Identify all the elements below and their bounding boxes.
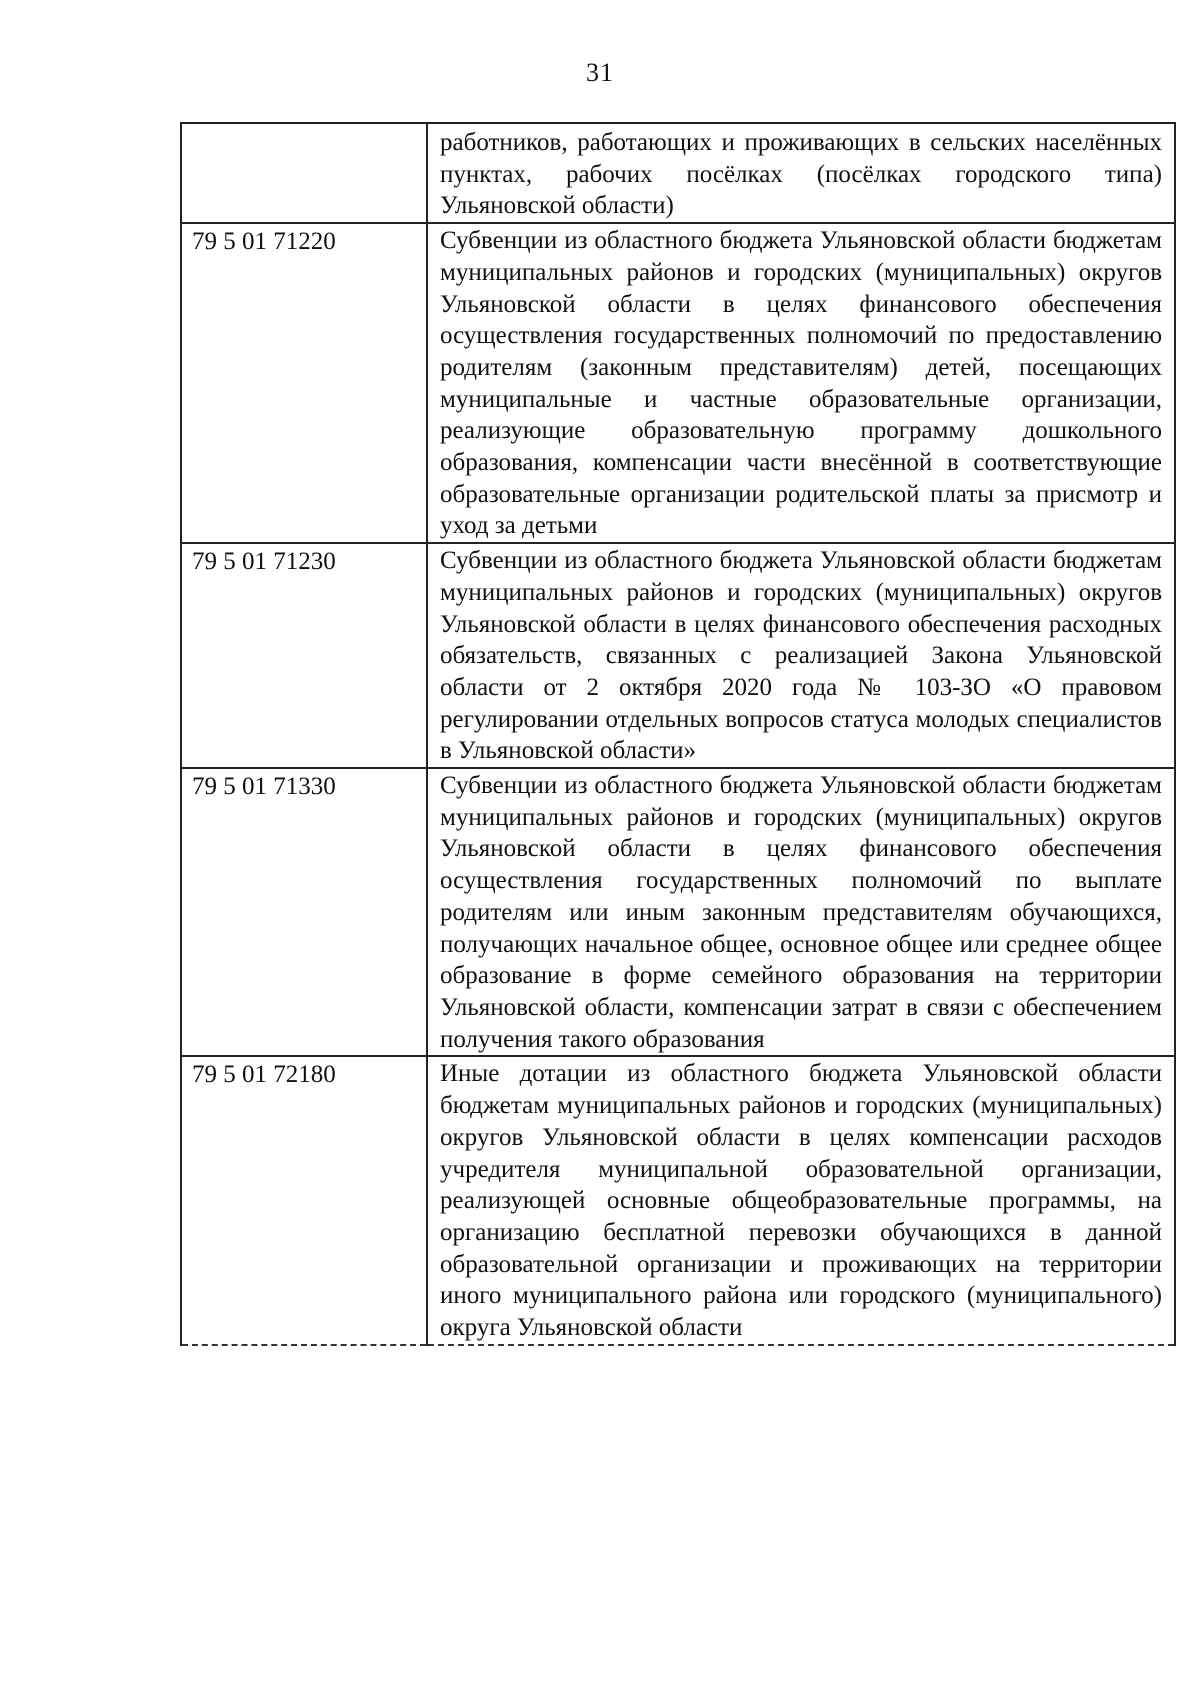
description-cell: Субвенции из областного бюджета Ульяновской области бюджетам муниципальных районов и городских (муниципальных) округов Ульяновской области в целях финансового обеспечения осуществления государственных полномочий по выплате родителям или иным законным представителям обучающихся, получающих начальное общее, основное общее или среднее общее образование в форме семейного образования на территории Ульяновской области, компенсации затрат в связи с обеспечением получения такого образования <box>427 768 1175 1056</box>
description-cell: Субвенции из областного бюджета Ульяновской области бюджетам муниципальных районов и городских (муниципальных) округов Ульяновской области в целях финансового обеспечения осуществления государственных полномочий по предоставлению родителям (законным представителям) детей, посещающих муниципальные и частные образовательные организации, реализующие образовательную программу дошкольного образования, компенсации части внесённой в соответствующие образовательные организации родительской платы за присмотр и уход за детьми <box>427 223 1175 543</box>
description-cell: Иные дотации из областного бюджета Ульяновской области бюджетам муниципальных районов и городских (муниципальных) округов Ульяновской области в целях компенсации расходов учредителя муниципальной образовательной организации, реализующей основные общеобразовательные программы, на организацию бесплатной перевозки обучающихся в данной образовательной организации и проживающих на территории иного муниципального района или городского (муниципального) округа Ульяновской области <box>427 1056 1175 1344</box>
table-row <box>181 223 1175 543</box>
description-cell: работников, работающих и проживающих в сельских населённых пунктах, рабочих посёлках (посёлках городского типа) Ульяновской области) <box>427 123 1175 223</box>
code-cell: 79 5 01 72180 <box>181 1056 427 1344</box>
budget-code-table <box>180 122 1176 1346</box>
code-cell: 79 5 01 71330 <box>181 768 427 1056</box>
table-row <box>181 123 1175 223</box>
code-cell: 79 5 01 71220 <box>181 223 427 543</box>
table-row <box>181 543 1175 768</box>
code-cell <box>181 123 427 223</box>
page-number: 31 <box>586 58 614 87</box>
description-cell: Субвенции из областного бюджета Ульяновской области бюджетам муниципальных районов и городских (муниципальных) округов Ульяновской области в целях финансового обеспечения расходных обязательств, связанных с реализацией Закона Ульяновской области от 2 октября 2020 года № 103-ЗО «О правовом регулировании отдельных вопросов статуса молодых специалистов в Ульяновской области» <box>427 543 1175 768</box>
table-row <box>181 1056 1175 1344</box>
table-row <box>181 768 1175 1056</box>
code-cell: 79 5 01 71230 <box>181 543 427 768</box>
